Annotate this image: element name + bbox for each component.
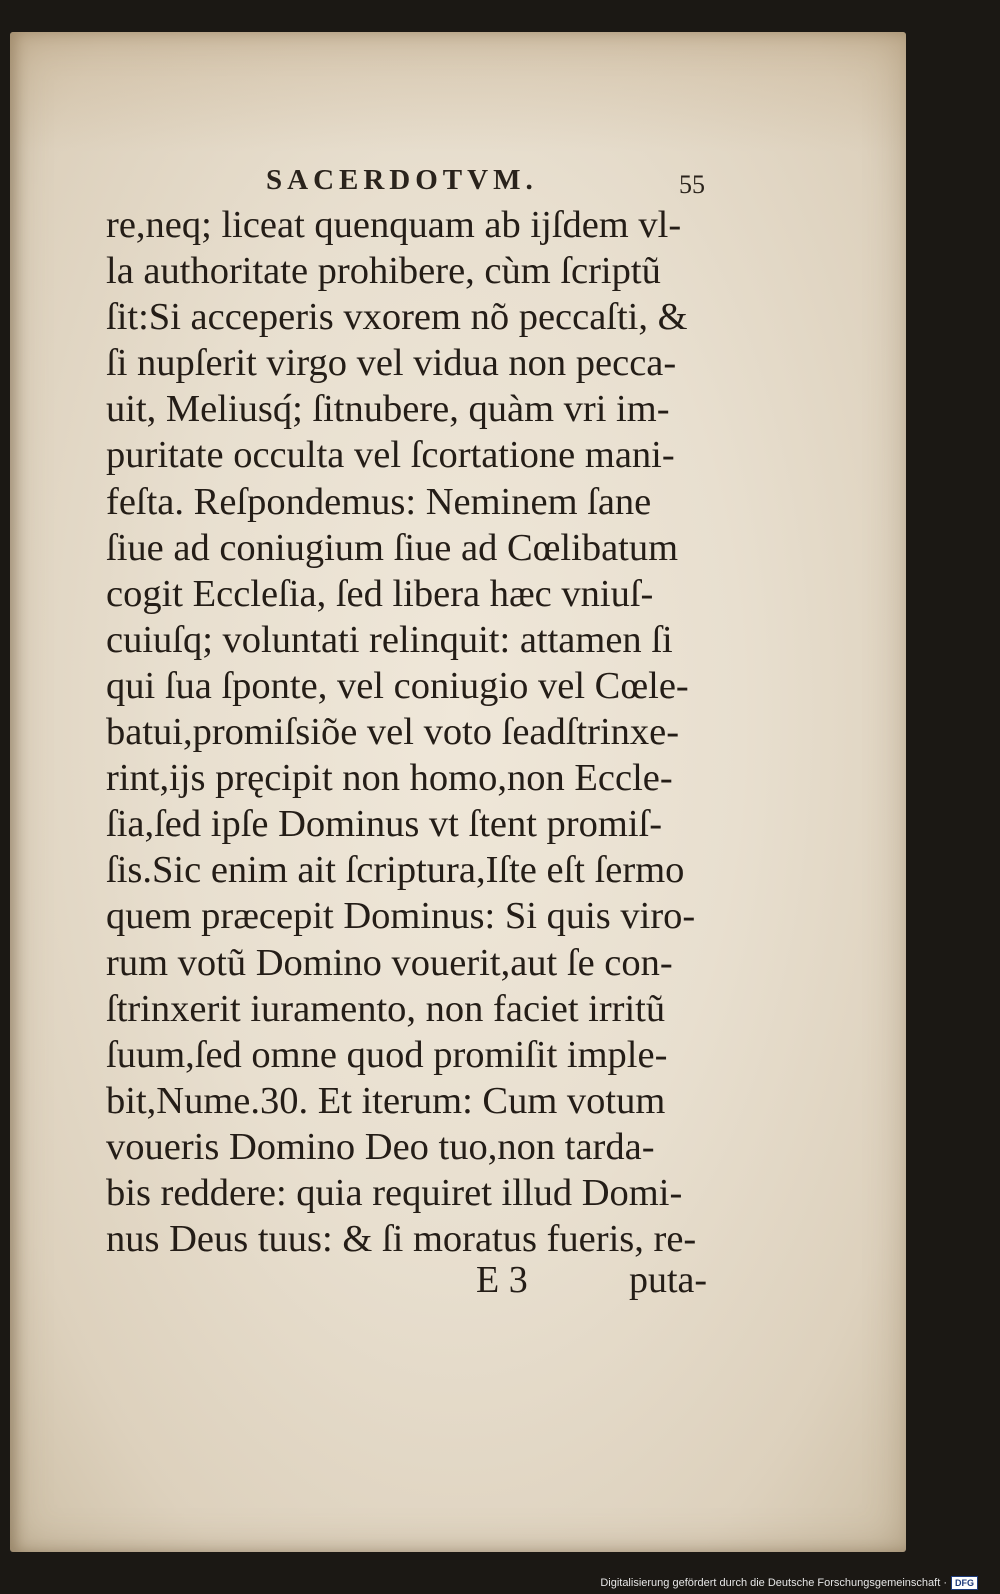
text-line: ſiue ad coniugium ſiue ad Cœlibatum: [106, 526, 679, 569]
text-line: la authoritate prohibere, cùm ſcriptũ: [106, 250, 661, 293]
text-line: cuiuſq; voluntati relinquit: attamen ſi: [106, 618, 673, 661]
text-line: rint,ijs pręcipit non homo,non Eccle-: [106, 757, 673, 800]
text-line: ſi nupſerit virgo vel vidua non pecca-: [106, 342, 677, 385]
text-line: rum votũ Domino vouerit,aut ſe con-: [106, 941, 673, 984]
text-line: ſis.Sic enim ait ſcriptura,Iſte eſt ſermo: [106, 849, 685, 892]
text-line: ſit:Si acceperis vxorem nõ peccaſti, &: [106, 296, 688, 339]
text-line: ſuum,ſed omne quod promiſit imple-: [106, 1033, 668, 1076]
text-line: feſta. Reſpondemus: Neminem ſane: [106, 480, 652, 523]
text-line: qui ſua ſponte, vel coniugio vel Cœle-: [106, 664, 689, 707]
running-head: SACERDOTVM.: [266, 164, 538, 196]
text-line: re,neq; liceat quenquam ab ijſdem vl-: [106, 204, 682, 246]
dfg-logo: DFG: [951, 1576, 978, 1590]
text-line: batui,promiſsiõe vel voto ſeadſtrinxe-: [106, 711, 680, 754]
text-line: voueris Domino Deo tuo,non tarda-: [106, 1125, 655, 1168]
text-line: bis reddere: quia requiret illud Domi-: [106, 1171, 683, 1214]
text-line: nus Deus tuus: & ſi moratus fueris, re-: [106, 1218, 697, 1261]
text-line: cogit Eccleſia, ſed libera hæc vniuſ-: [106, 572, 654, 615]
page-number: 55: [679, 170, 705, 199]
credit-text: Digitalisierung gefördert durch die Deutsche Forschungsgemeinschaft ·: [600, 1577, 947, 1589]
text-line: uit, Meliusq́; ſitnubere, quàm vri im-: [106, 388, 670, 431]
text-line: ſtrinxerit iuramento, non faciet irritũ: [106, 987, 666, 1030]
digitization-credit: [600, 1576, 978, 1590]
text-line: quem præcepit Dominus: Si quis viro-: [106, 895, 696, 938]
text-line: ſia,ſed ipſe Dominus vt ſtent promiſ-: [106, 803, 663, 846]
body-text: [106, 202, 736, 1262]
book-page: [10, 32, 906, 1552]
signature-mark: E 3: [476, 1259, 528, 1301]
text-line: bit,Nume.30. Et iterum: Cum votum: [106, 1079, 666, 1122]
text-line: puritate occulta vel ſcortatione mani-: [106, 434, 675, 477]
catchword: puta-: [629, 1259, 708, 1301]
